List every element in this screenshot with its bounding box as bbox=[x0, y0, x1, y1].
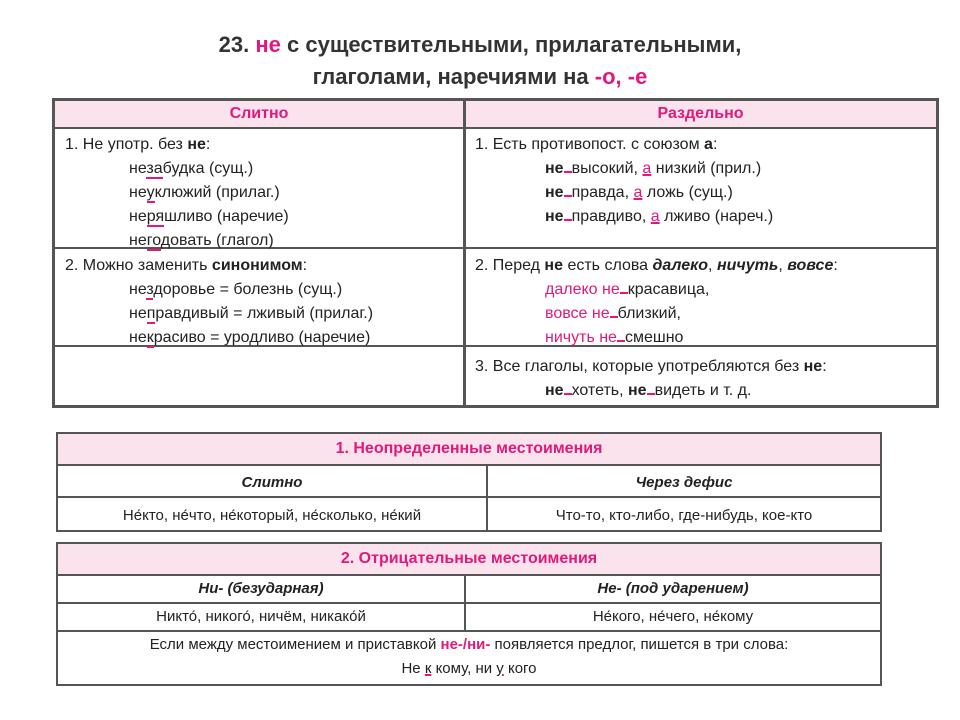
title-number: 23. bbox=[218, 32, 250, 57]
negative-pronouns-table bbox=[56, 542, 882, 686]
together-examples: Не́кто, не́что, не́который, не́сколько, не́кий bbox=[122, 507, 422, 524]
section-title: 2. Отрицательные местоимения bbox=[58, 544, 880, 576]
ni-examples: Никто́, никого́, ничём, никако́й bbox=[156, 608, 366, 625]
row-divider-2 bbox=[58, 630, 880, 632]
title-suffix: -о, -е bbox=[594, 64, 648, 89]
rules-table bbox=[52, 98, 939, 408]
col-header-together: Слитно bbox=[241, 474, 303, 491]
example-item: не высокий, а низкий (прил.) bbox=[545, 160, 762, 177]
page-subtitle bbox=[0, 62, 960, 92]
col-header-ni: Ни- (безударная) bbox=[198, 580, 324, 597]
preposition-example: Не к кому, ни у кого bbox=[401, 660, 537, 677]
col-header-separate: Раздельно bbox=[465, 101, 936, 129]
title-line2: глаголами, наречиями на bbox=[312, 64, 589, 89]
rule-cell-opposition: 1. Есть противопост. с союзом а: не высокий, а низкий (прил.) не правда, а ложь (сущ.) не правдиво, а лживо (нареч.) bbox=[475, 133, 935, 229]
col-header-together: Слитно bbox=[55, 101, 463, 129]
example-item: вовсе не близкий, bbox=[545, 305, 681, 322]
column-divider bbox=[463, 101, 466, 405]
title-line1: с существительными, прилагательными, bbox=[287, 32, 742, 57]
example-item: далеко не красавица, bbox=[545, 281, 710, 298]
example-item: неуклюжий (прилаг.) bbox=[129, 184, 280, 201]
title-ne: не bbox=[255, 32, 281, 57]
row-divider-1 bbox=[58, 602, 880, 604]
example-item: незабудка (сущ.) bbox=[129, 160, 254, 177]
example-item: не правда, а ложь (сущ.) bbox=[545, 184, 733, 201]
example-item: некрасиво = уродливо (наречие) bbox=[129, 329, 371, 346]
hyphen-examples: Что-то, кто-либо, где-нибудь, кое-кто bbox=[555, 507, 813, 524]
rule-cell-verbs: 3. Все глаголы, которые употребляются без не: не хотеть, не видеть и т. д. bbox=[475, 355, 935, 403]
example-item: неправдивый = лживый (прилаг.) bbox=[129, 305, 374, 322]
rule-cell-synonym: 2. Можно заменить синонимом: нездоровье = болезнь (сущ.) неправдивый = лживый (прилаг.) некрасиво = уродливо (наречие) bbox=[65, 254, 460, 350]
example-item: негодовать (глагол) bbox=[129, 232, 274, 249]
example-item: неряшливо (наречие) bbox=[129, 208, 289, 225]
example-item: нездоровье = болезнь (сущ.) bbox=[129, 281, 343, 298]
example-item: не правдиво, а лживо (нареч.) bbox=[545, 208, 774, 225]
row-divider bbox=[58, 496, 880, 498]
section-title: 1. Неопределенные местоимения bbox=[58, 434, 880, 466]
col-header-hyphen: Через дефис bbox=[635, 474, 733, 491]
example-item: ничуть не смешно bbox=[545, 329, 684, 346]
example-item: не хотеть, не видеть и т. д. bbox=[545, 382, 752, 399]
page-title bbox=[0, 30, 960, 60]
preposition-note: Если между местоимением и приставкой не-/ни- появляется предлог, пишется в три слова: bbox=[149, 636, 789, 653]
rule-cell-no-use: 1. Не употр. без не: незабудка (сущ.) неуклюжий (прилаг.) неряшливо (наречие) негодовать (глагол) bbox=[65, 133, 460, 253]
ne-examples: Не́кого, не́чего, не́кому bbox=[592, 608, 754, 625]
indefinite-pronouns-table bbox=[56, 432, 882, 532]
rule-cell-words-before: 2. Перед не есть слова далеко, ничуть, вовсе: далеко не красавица, вовсе не близкий, ничуть не смешно bbox=[475, 254, 935, 350]
col-header-ne: Не- (под ударением) bbox=[597, 580, 749, 597]
